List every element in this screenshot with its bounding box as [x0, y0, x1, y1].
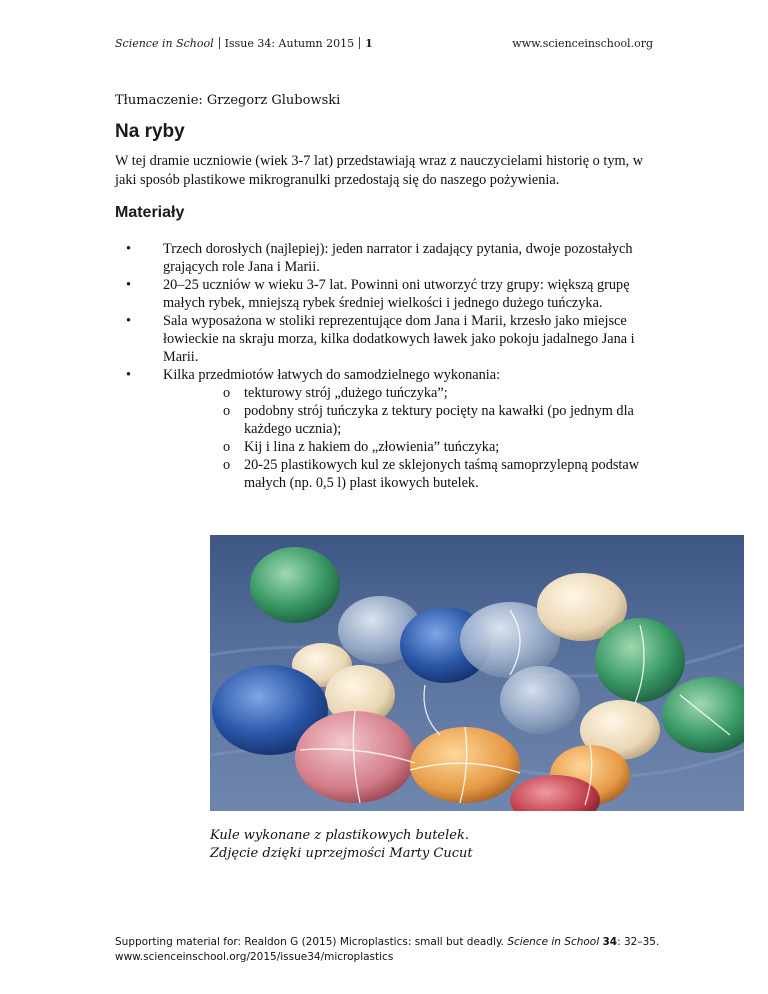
list-item-text: Kilka przedmiotów łatwych do samodzielnego wykonania:: [163, 367, 501, 383]
list-item-text: Sala wyposażona w stoliki reprezentujące dom Jana i Marii, krzesło jako miejsce łowieckie na skraju morza, kilka dodatkowych ławek jako pokoju jadalnego Jana i Marii.: [163, 313, 635, 365]
list-item: [115, 240, 655, 276]
caption-credit: Zdjęcie dzięki uprzejmości Marty Cucut: [210, 846, 473, 861]
footer-citation: Supporting material for: Realdon G (2015) Microplastics: small but deadly.: [115, 936, 504, 948]
photo-illustration: [210, 535, 744, 811]
plastic-balls-photo: [210, 535, 744, 811]
caption-line: Kule wykonane z plastikowych butelek.: [210, 828, 469, 843]
list-item: [115, 312, 655, 366]
materials-list: [115, 240, 655, 492]
translator-credit: Tłumaczenie: Grzegorz Glubowski: [115, 93, 341, 108]
sub-list-item-text: 20-25 plastikowych kul ze sklejonych taśmą samoprzylepną podstaw małych (np. 0,5 l) plast ikowych butelek.: [244, 457, 640, 491]
sub-list: [163, 384, 655, 492]
sub-list-item: [163, 438, 655, 456]
list-item-text: Trzech dorosłych (najlepiej): jeden narrator i zadający pytania, dwoje pozostałych grających role Jana i Marii.: [163, 241, 633, 275]
page-header: [115, 37, 653, 53]
sub-list-item-text: tekturowy strój „dużego tuńczyka”;: [244, 385, 448, 401]
list-item-text: 20–25 uczniów w wieku 3-7 lat. Powinni oni utworzyć trzy grupy: większą grupę małych rybek, mniejszą rybek średniej wielkości i jednego dużego tuńczyka.: [163, 277, 630, 311]
list-item: [115, 276, 655, 312]
journal-name: Science in School: [115, 37, 214, 50]
intro-paragraph: W tej dramie uczniowie (wiek 3-7 lat) przedstawiają wraz z nauczycielami historię o tym, w jaki sposób plastikowe mikrogranulki przedostają się do naszego pożywienia.: [115, 153, 644, 188]
issue-label: Issue 34: Autumn 2015: [224, 37, 355, 50]
website-link[interactable]: www.scienceinschool.org: [512, 37, 653, 50]
header-separator: [219, 37, 220, 49]
header-separator: [359, 37, 360, 49]
page-footer: [115, 935, 675, 965]
footer-journal: Science in School: [507, 936, 600, 948]
page-number: 1: [365, 37, 373, 50]
figure-caption: [210, 827, 473, 863]
footer-volume: 34: [602, 936, 618, 948]
list-item: [115, 366, 655, 492]
materials-heading: Materiały: [115, 204, 185, 221]
sub-list-item: [163, 402, 655, 438]
sub-list-item: [163, 384, 655, 402]
sub-list-item-text: Kij i lina z hakiem do „złowienia” tuńczyka;: [244, 439, 500, 455]
page-title: Na ryby: [115, 121, 185, 142]
header-left: [115, 37, 373, 50]
sub-list-item-text: podobny strój tuńczyka z tektury pocięty na kawałki (po jednym dla każdego ucznia);: [244, 403, 634, 437]
footer-pages-url[interactable]: : 32–35. www.scienceinschool.org/2015/issue34/microplastics: [115, 936, 660, 963]
sub-list-item: [163, 456, 655, 492]
